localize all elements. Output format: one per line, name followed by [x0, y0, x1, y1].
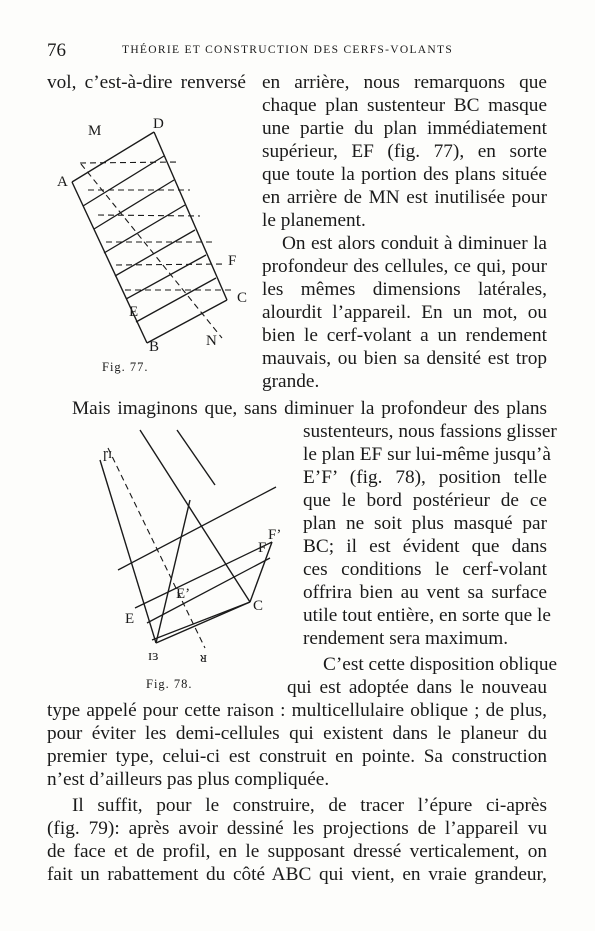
text-line: chaque plan sustenteur BC masque: [262, 95, 547, 116]
text-line: de face et de profil, en le supposant dressé verticalement, on: [47, 841, 547, 862]
text-line: BC; il est évident que dans: [303, 536, 547, 557]
text-line: type appelé pour cette raison : multicellulaire oblique ; de plus,: [47, 700, 547, 721]
fig78-label-F-prime: F’: [268, 527, 282, 543]
text-line: n’est d’ailleurs pas plus compliquée.: [47, 769, 330, 790]
text-line: le plan EF sur lui-même jusqu’à: [303, 444, 551, 465]
text-line: utile tout entière, en sorte que le: [303, 605, 551, 626]
figure-77: [50, 110, 250, 355]
text-line: en arrière, nous remarquons que: [262, 72, 547, 93]
text-line: Mais imaginons que, sans diminuer la profondeur des plans: [72, 398, 547, 419]
text-line: supérieur, EF (fig. 77), en sorte: [262, 141, 547, 162]
text-line: alourdit l’appareil. En un mot, ou: [262, 302, 547, 323]
fig78-label-E: E: [125, 611, 135, 627]
fig77-label-A: A: [57, 174, 68, 190]
fig78-label-E-prime: E’: [176, 586, 191, 602]
text-line: On est alors conduit à diminuer la: [282, 233, 547, 254]
text-line: bien le cerf-volant a un rendement: [262, 325, 547, 346]
text-line: vol, c’est-à-dire renversé: [47, 72, 246, 93]
text-line: (fig. 79): après avoir dessiné les projections de l’appareil vu: [47, 818, 547, 839]
text-line: mauvais, ou bien sa densité est trop: [262, 348, 547, 369]
text-line: grande.: [262, 371, 320, 392]
figure-78-caption: Fig. 78.: [146, 677, 193, 691]
page-number: 76: [47, 40, 66, 61]
text-line: une partie du plan immédiatement: [262, 118, 547, 139]
text-line: C’est cette disposition oblique: [323, 654, 558, 675]
fig77-label-F: F: [228, 253, 237, 269]
fig78-label-top-left: ɼɪ: [103, 446, 113, 462]
text-line: rendement sera maximum.: [303, 628, 509, 649]
text-line: sustenteurs, nous fassions glisser: [303, 421, 557, 442]
figure-77-caption: Fig. 77.: [102, 360, 149, 374]
fig77-label-B: B: [149, 339, 160, 355]
text-line: en arrière de MN est inutilisée pour: [262, 187, 547, 208]
text-line: offrira bien au vent sa surface: [303, 582, 547, 603]
text-line: qui est adoptée dans le nouveau: [287, 677, 547, 698]
text-line: pour éviter les demi-cellules qui existent dans le planeur du: [47, 723, 547, 744]
text-line: que le bord postérieur de ce: [303, 490, 547, 511]
fig78-label-B: ɪɜ: [148, 648, 159, 664]
text-line: premier type, celui-ci est construit en pointe. Sa construction: [47, 746, 547, 767]
fig77-label-M: M: [88, 123, 102, 139]
fig78-planes: [118, 487, 276, 640]
fig77-label-C: C: [237, 290, 248, 306]
text-line: que toute la portion des plans située: [262, 164, 547, 185]
fig77-frame: [72, 132, 227, 343]
fig78-label-F: F: [258, 540, 267, 556]
running-header: [47, 40, 547, 60]
text-line: Il suffit, pour le construire, de tracer l’épure ci-après: [72, 795, 547, 816]
text-line: les mêmes dimensions latérales,: [262, 279, 547, 300]
text-line: plan ne soit plus masqué par: [303, 513, 547, 534]
fig78-label-bottom: ᴚ: [200, 650, 207, 666]
fig77-label-D: D: [153, 116, 164, 132]
fig78-label-C: C: [253, 598, 264, 614]
text-line: E’F’ (fig. 78), position telle: [303, 467, 547, 488]
text-line: fait un rabattement du côté ABC qui vient, en vraie grandeur,: [47, 864, 547, 885]
fig77-label-N: N: [206, 333, 217, 349]
figure-78: [100, 430, 300, 670]
fig77-planes: [83, 156, 216, 322]
fig77-label-E: E: [129, 304, 139, 320]
running-title: THÉORIE ET CONSTRUCTION DES CERFS-VOLANTS: [122, 44, 454, 56]
text-line: ces conditions le cerf-volant: [303, 559, 547, 580]
text-line: le planement.: [262, 210, 366, 231]
text-line: profondeur des cellules, ce qui, pour: [262, 256, 547, 277]
